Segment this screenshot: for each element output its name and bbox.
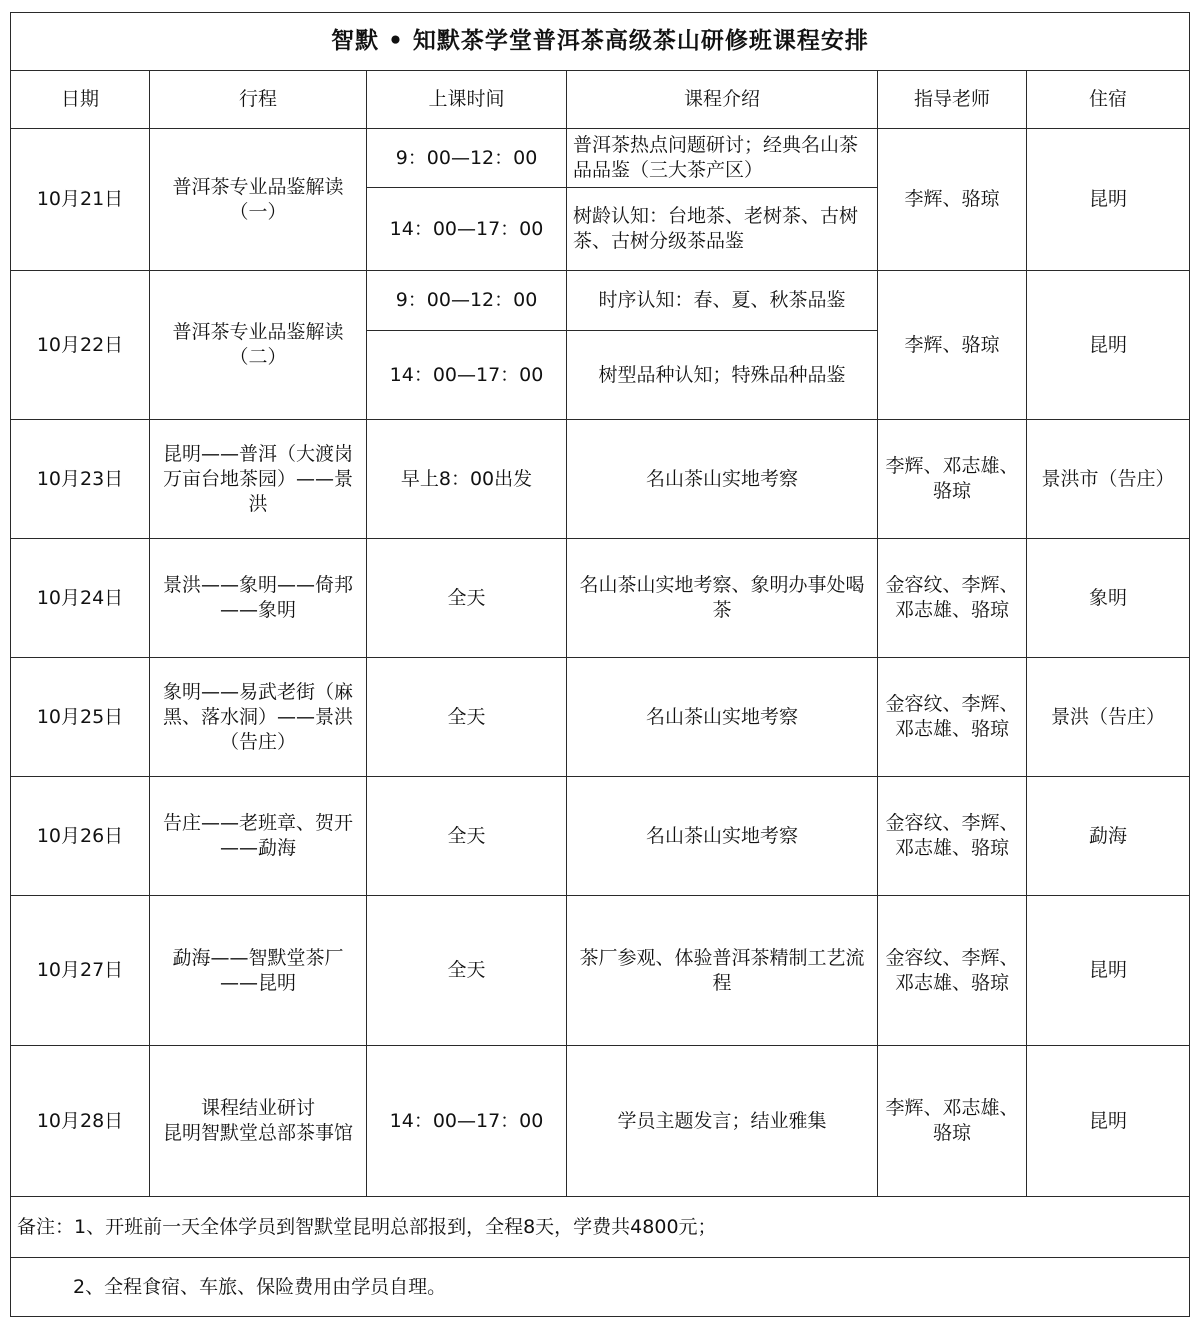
cell-teacher: 金容纹、李辉、邓志雄、骆琼 xyxy=(878,658,1027,777)
header-lodging: 住宿 xyxy=(1027,71,1190,129)
cell-teacher: 金容纹、李辉、邓志雄、骆琼 xyxy=(878,896,1027,1046)
cell-intro: 名山茶山实地考察 xyxy=(567,658,878,777)
cell-route: 普洱茶专业品鉴解读（二） xyxy=(150,271,367,420)
cell-route: 勐海——智默堂茶厂——昆明 xyxy=(150,896,367,1046)
header-teacher: 指导老师 xyxy=(878,71,1027,129)
cell-intro: 树型品种认知；特殊品种品鉴 xyxy=(567,331,878,420)
cell-teacher: 李辉、邓志雄、骆琼 xyxy=(878,1046,1027,1197)
cell-time: 9：00—12：00 xyxy=(367,129,567,188)
note-1: 备注：1、开班前一天全体学员到智默堂昆明总部报到，全程8天，学费共4800元； xyxy=(11,1197,1190,1258)
cell-lodging: 景洪（告庄） xyxy=(1027,658,1190,777)
cell-date: 10月23日 xyxy=(11,420,150,539)
table-row xyxy=(11,420,1190,539)
cell-date: 10月26日 xyxy=(11,777,150,896)
cell-lodging: 昆明 xyxy=(1027,896,1190,1046)
header-time: 上课时间 xyxy=(367,71,567,129)
route-line-1: 课程结业研讨 xyxy=(200,1097,315,1119)
cell-intro: 名山茶山实地考察、象明办事处喝茶 xyxy=(567,539,878,658)
cell-time: 14：00—17：00 xyxy=(367,1046,567,1197)
cell-route: 昆明——普洱（大渡岗万亩台地茶园）——景洪 xyxy=(150,420,367,539)
cell-intro: 普洱茶热点问题研讨；经典名山茶品品鉴（三大茶产区） xyxy=(567,129,878,188)
title-row xyxy=(11,13,1190,71)
cell-time: 早上8：00出发 xyxy=(367,420,567,539)
cell-intro: 名山茶山实地考察 xyxy=(567,420,878,539)
cell-date: 10月22日 xyxy=(11,271,150,420)
cell-route: 象明——易武老街（麻黑、落水洞）——景洪（告庄） xyxy=(150,658,367,777)
table-row xyxy=(11,896,1190,1046)
cell-time: 9：00—12：00 xyxy=(367,271,567,331)
header-intro: 课程介绍 xyxy=(567,71,878,129)
table-row xyxy=(11,129,1190,188)
cell-lodging: 景洪市（告庄） xyxy=(1027,420,1190,539)
course-schedule-table xyxy=(10,12,1190,1317)
cell-intro: 茶厂参观、体验普洱茶精制工艺流程 xyxy=(567,896,878,1046)
note-row xyxy=(11,1258,1190,1317)
cell-route xyxy=(150,1046,367,1197)
cell-teacher: 李辉、骆琼 xyxy=(878,271,1027,420)
cell-teacher: 金容纹、李辉、邓志雄、骆琼 xyxy=(878,777,1027,896)
cell-date: 10月25日 xyxy=(11,658,150,777)
table-row xyxy=(11,539,1190,658)
cell-route: 景洪——象明——倚邦——象明 xyxy=(150,539,367,658)
cell-lodging: 昆明 xyxy=(1027,129,1190,271)
cell-time: 全天 xyxy=(367,896,567,1046)
cell-lodging: 勐海 xyxy=(1027,777,1190,896)
note-2: 2、全程食宿、车旅、保险费用由学员自理。 xyxy=(11,1258,1190,1317)
cell-route: 告庄——老班章、贺开——勐海 xyxy=(150,777,367,896)
route-line-2: 昆明智默堂总部茶事馆 xyxy=(162,1122,353,1144)
cell-date: 10月24日 xyxy=(11,539,150,658)
header-date: 日期 xyxy=(11,71,150,129)
cell-teacher: 李辉、邓志雄、骆琼 xyxy=(878,420,1027,539)
cell-intro: 树龄认知：台地茶、老树茶、古树茶、古树分级茶品鉴 xyxy=(567,188,878,271)
cell-lodging: 象明 xyxy=(1027,539,1190,658)
table-row xyxy=(11,271,1190,331)
note-row xyxy=(11,1197,1190,1258)
cell-route: 普洱茶专业品鉴解读（一） xyxy=(150,129,367,271)
header-route: 行程 xyxy=(150,71,367,129)
cell-intro: 时序认知：春、夏、秋茶品鉴 xyxy=(567,271,878,331)
cell-lodging: 昆明 xyxy=(1027,271,1190,420)
table-title: 智默 • 知默茶学堂普洱茶高级茶山研修班课程安排 xyxy=(11,13,1190,71)
cell-intro: 学员主题发言；结业雅集 xyxy=(567,1046,878,1197)
table-row xyxy=(11,1046,1190,1197)
cell-time: 全天 xyxy=(367,539,567,658)
cell-time: 14：00—17：00 xyxy=(367,331,567,420)
header-row xyxy=(11,71,1190,129)
cell-date: 10月21日 xyxy=(11,129,150,271)
cell-date: 10月27日 xyxy=(11,896,150,1046)
cell-time: 14：00—17：00 xyxy=(367,188,567,271)
cell-teacher: 金容纹、李辉、邓志雄、骆琼 xyxy=(878,539,1027,658)
cell-date: 10月28日 xyxy=(11,1046,150,1197)
cell-intro: 名山茶山实地考察 xyxy=(567,777,878,896)
table-row xyxy=(11,777,1190,896)
cell-time: 全天 xyxy=(367,658,567,777)
cell-time: 全天 xyxy=(367,777,567,896)
cell-teacher: 李辉、骆琼 xyxy=(878,129,1027,271)
table-row xyxy=(11,658,1190,777)
cell-lodging: 昆明 xyxy=(1027,1046,1190,1197)
